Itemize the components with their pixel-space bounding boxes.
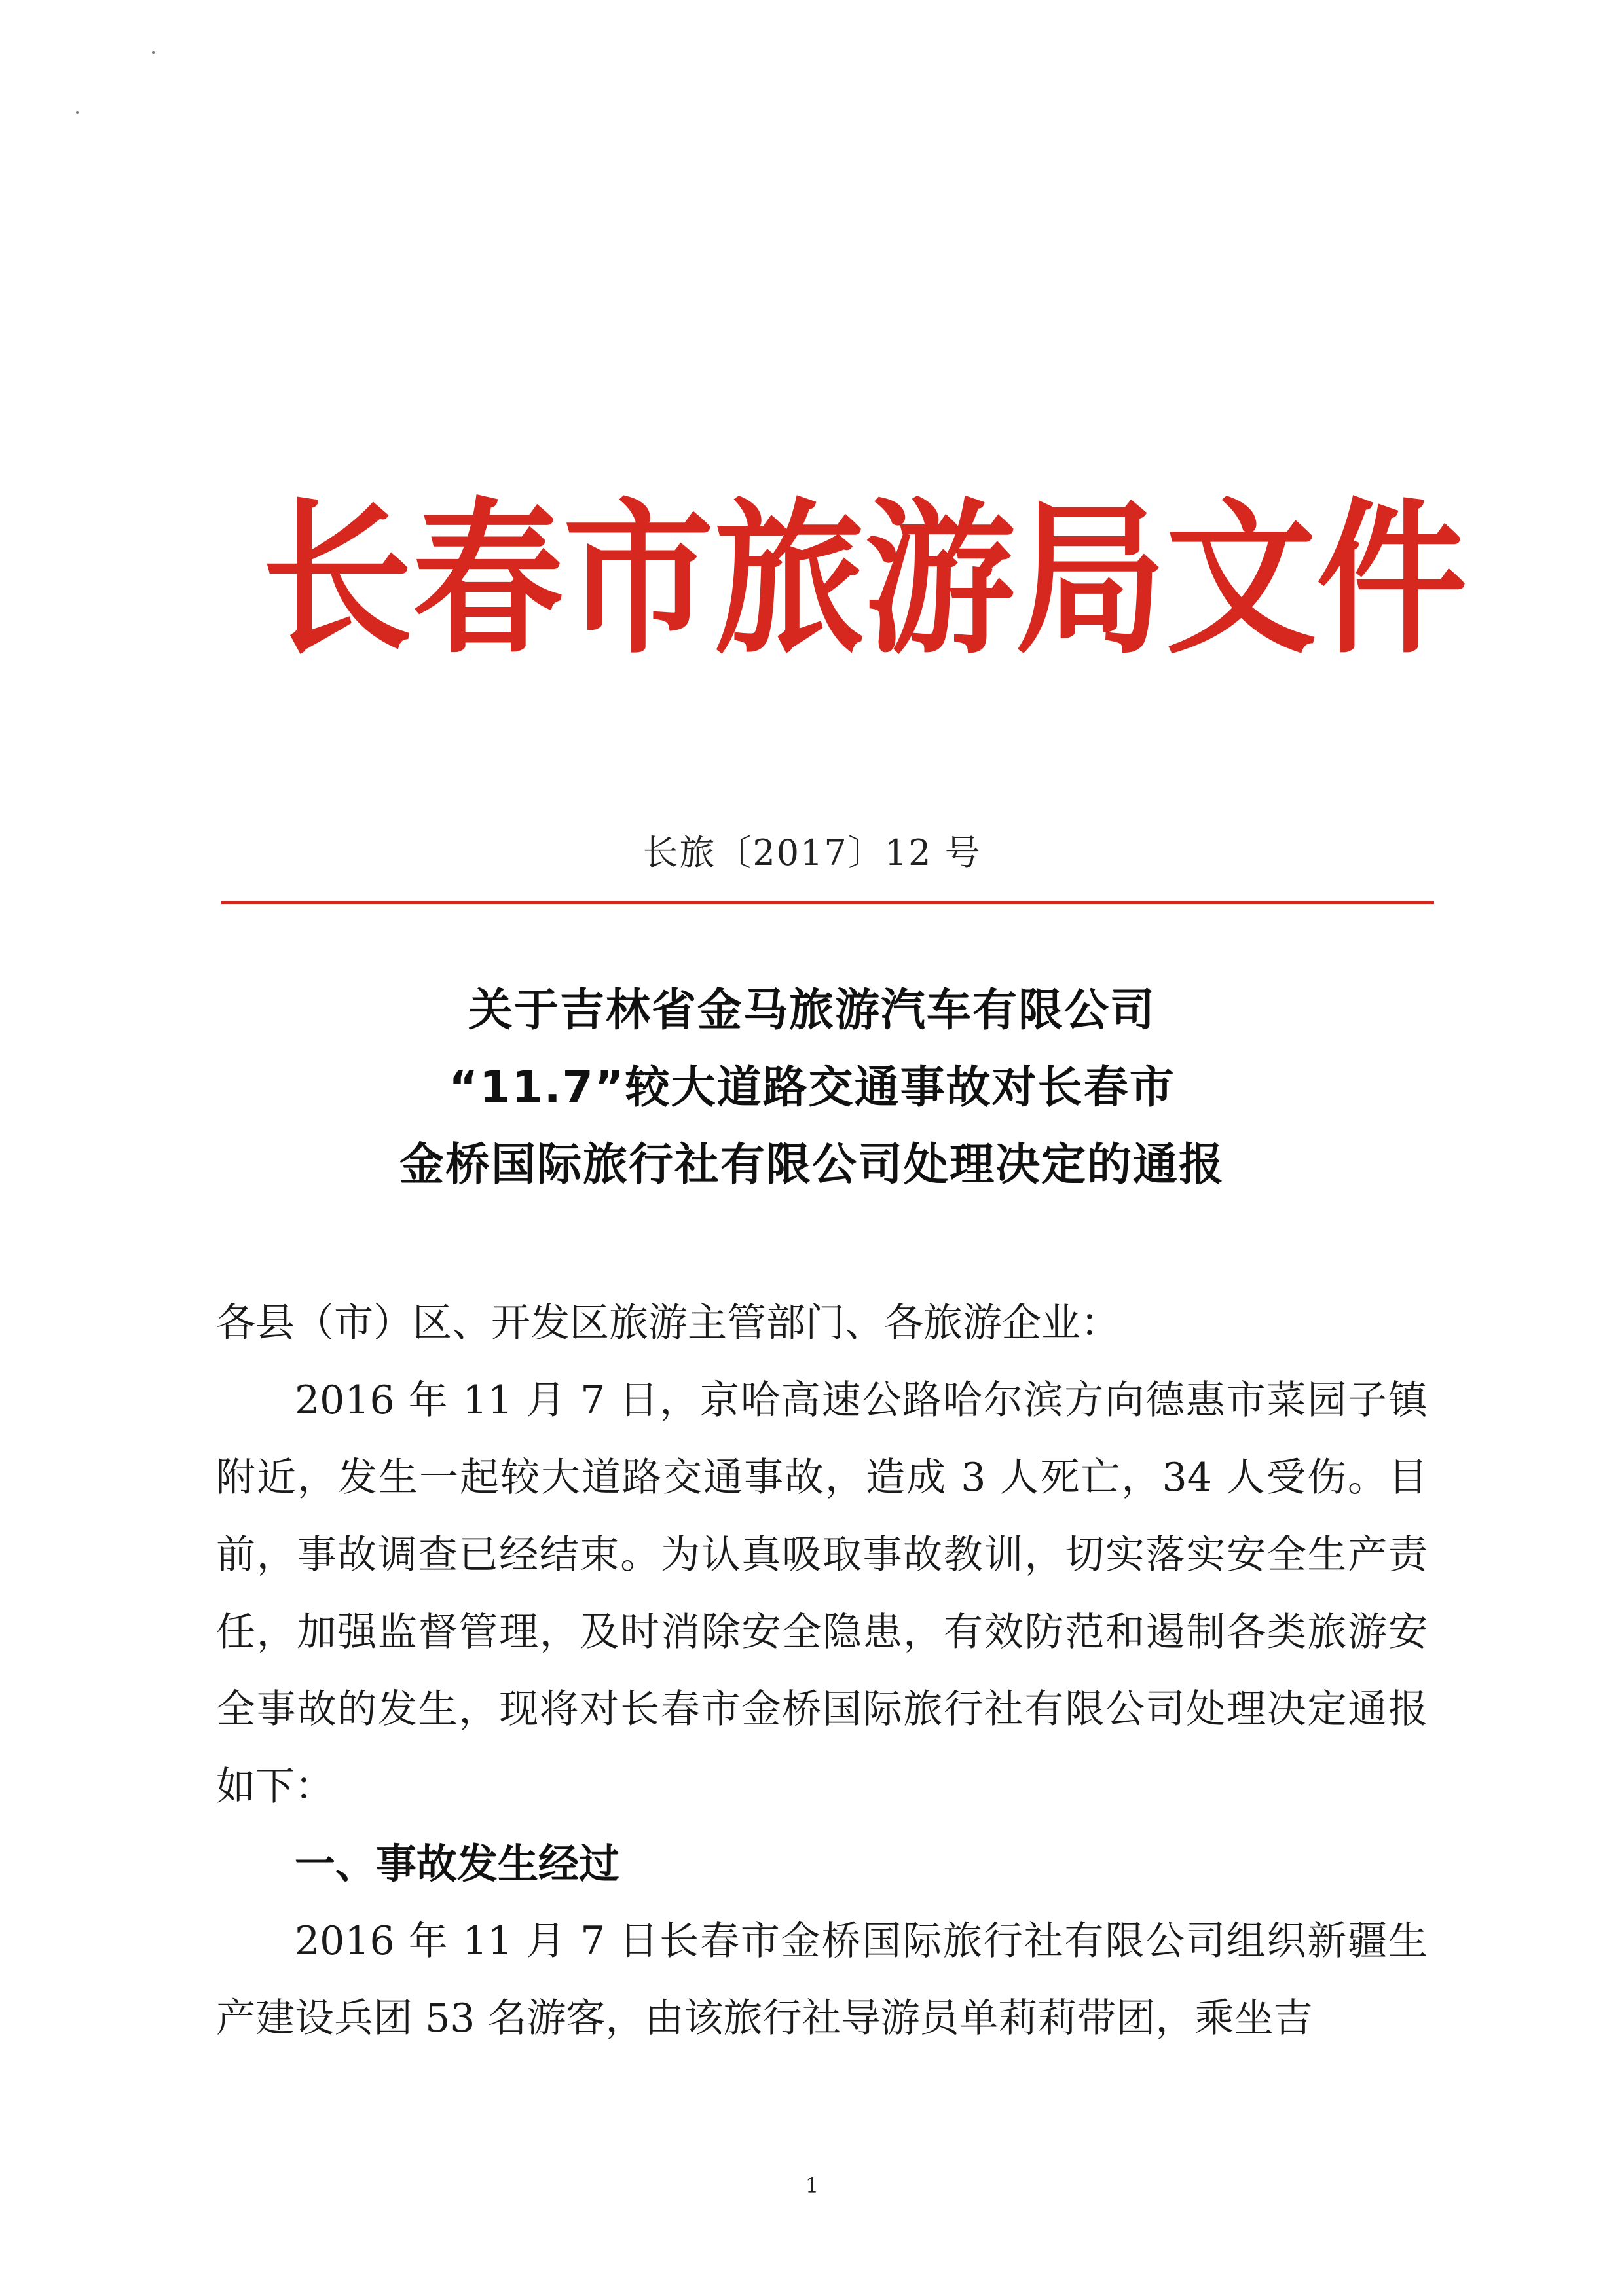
document-number: 长旅〔2017〕12 号 (642, 832, 982, 873)
scan-speck (76, 111, 79, 114)
notice-title (0, 972, 1624, 1204)
scan-speck (152, 51, 155, 54)
notice-title-line-1: 关于吉林省金马旅游汽车有限公司 (468, 985, 1156, 1036)
notice-title-line-3: 金桥国际旅行社有限公司处理决定的通报 (399, 1139, 1225, 1191)
header-char: 长 (262, 482, 413, 677)
header-char: 市 (563, 482, 714, 677)
section-heading: 一、事故发生经过 (295, 1840, 620, 1887)
document-body (216, 1285, 1428, 2057)
header-char: 文 (1166, 482, 1317, 677)
issuing-authority-header (262, 475, 1467, 684)
header-char: 局 (1015, 482, 1166, 677)
header-char: 件 (1316, 482, 1467, 677)
body-paragraph: 2016 年 11 月 7 日长春市金桥国际旅行社有限公司组织新疆生产建设兵团 53 名游客，由该旅行社导游员单莉莉带团，乘坐吉 (216, 1918, 1428, 2041)
body-paragraph: 2016 年 11 月 7 日，京哈高速公路哈尔滨方向德惠市菜园子镇附近，发生一起较大道路交通事故，造成 3 人死亡，34 人受伤。目前，事故调查已经结束。为认真吸取事故教训，切实落实安全生产责任，加强监督管理，及时消除安全隐患，有效防范和遏制各类旅游安全事故的发生，现将对长春市金桥国际旅行社有限公司处理决定通报如下： (216, 1377, 1428, 1810)
salutation: 各县（市）区、开发区旅游主管部门、各旅游企业： (216, 1300, 1120, 1346)
header-char: 春 (413, 482, 564, 677)
red-divider-line (221, 901, 1434, 904)
header-char: 游 (864, 482, 1016, 677)
notice-title-line-2: “11.7”较大道路交通事故对长春市 (449, 1062, 1175, 1114)
page-number: 1 (805, 2173, 819, 2198)
header-char: 旅 (714, 482, 865, 677)
